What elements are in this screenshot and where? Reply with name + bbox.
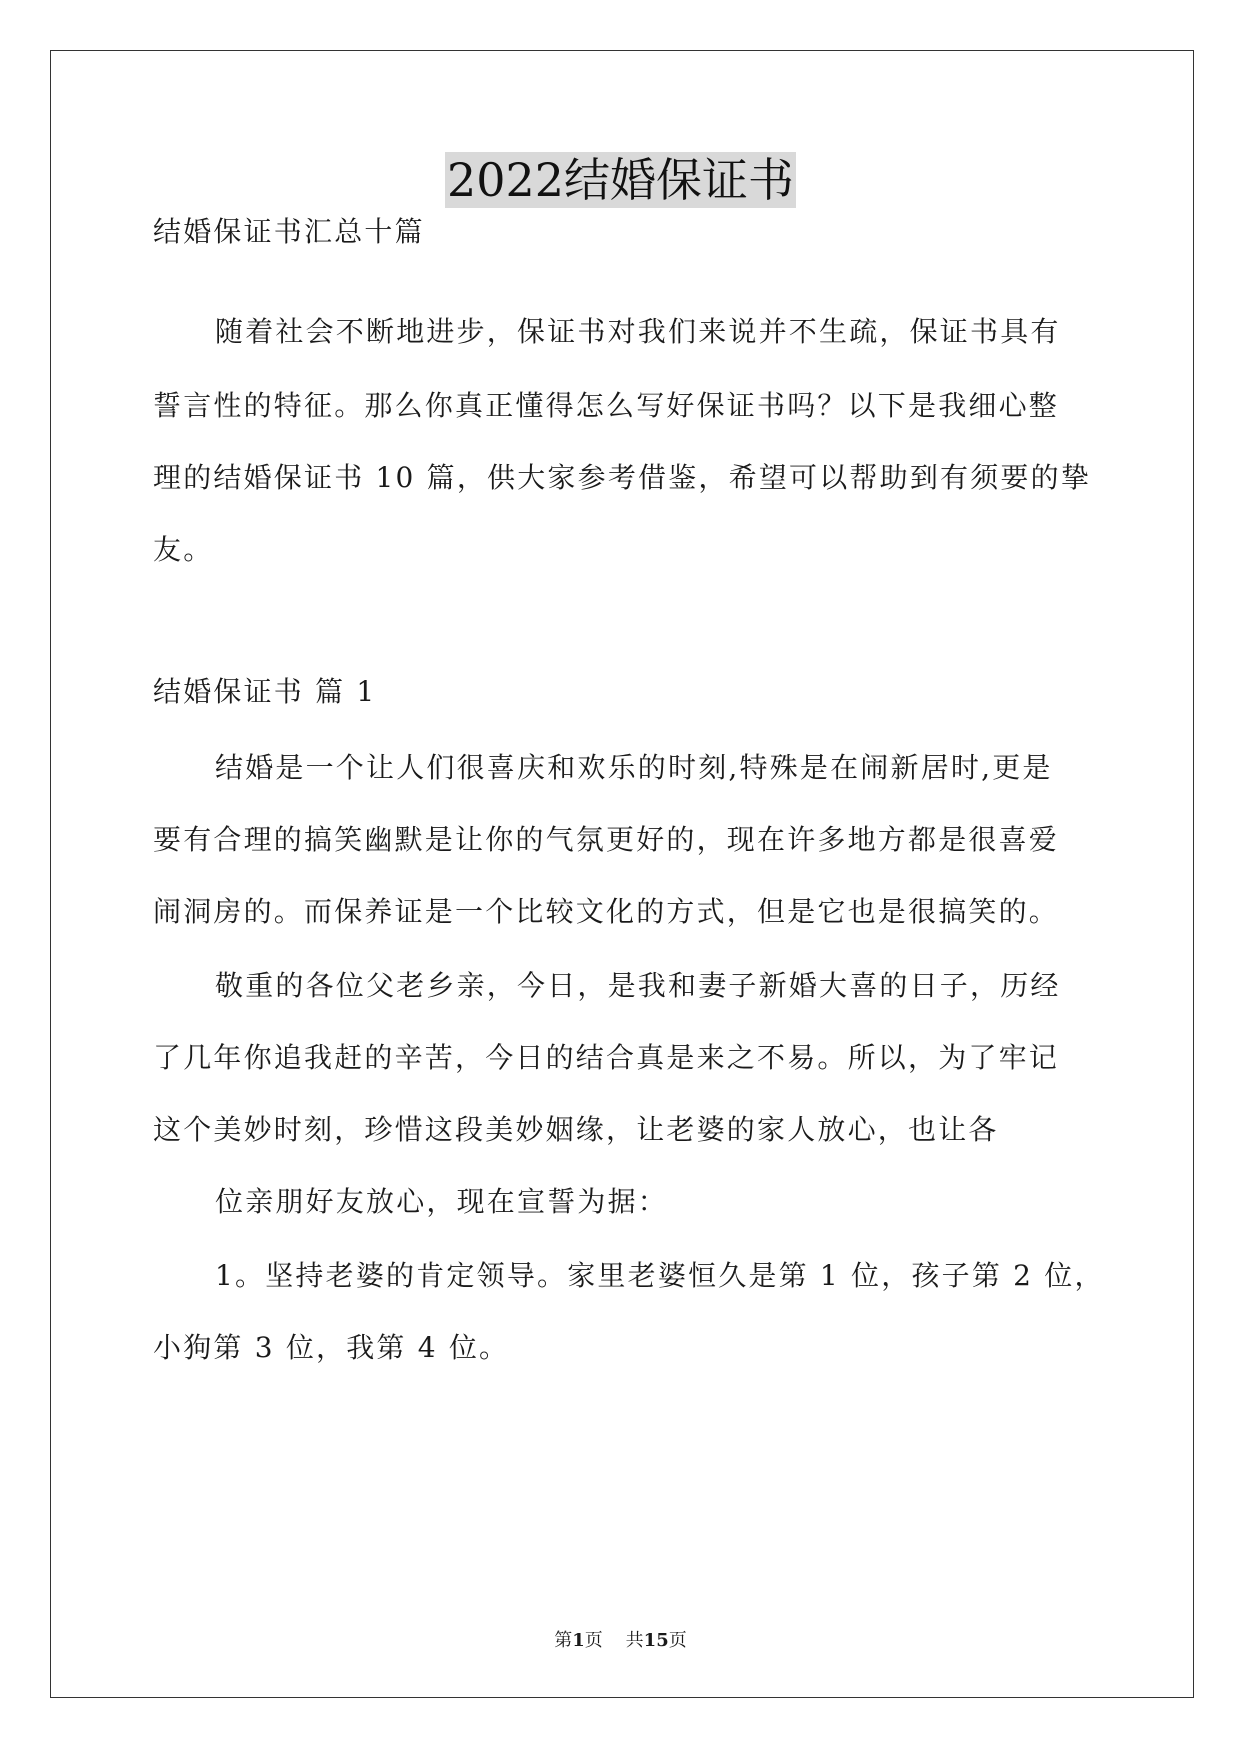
page-border <box>50 50 1194 1698</box>
body-line: 要有合理的搞笑幽默是让你的气氛更好的，现在许多地方都是很喜爱 <box>153 823 1060 856</box>
footer-suffix: 页 <box>668 1630 687 1651</box>
document-title: 2022结婚保证书 <box>446 153 795 207</box>
footer-total-pages: 15 <box>643 1630 669 1651</box>
body-line: 了几年你追我赶的辛苦，今日的结合真是来之不易。所以，为了牢记 <box>153 1041 1060 1074</box>
page-footer <box>0 1630 1241 1652</box>
intro-line: 誓言性的特征。那么你真正懂得怎么写好保证书吗？以下是我细心整 <box>153 389 1060 422</box>
body-line: 闹洞房的。而保养证是一个比较文化的方式，但是它也是很搞笑的。 <box>153 895 1060 928</box>
intro-line: 友。 <box>153 533 214 566</box>
document-subtitle: 结婚保证书汇总十篇 <box>153 215 425 248</box>
footer-prefix: 第 <box>554 1630 573 1651</box>
intro-line: 理的结婚保证书 10 篇，供大家参考借鉴，希望可以帮助到有须要的挚 <box>153 461 1092 494</box>
body-line: 位亲朋好友放心，现在宣誓为据： <box>215 1185 669 1218</box>
body-line: 小狗第 3 位，我第 4 位。 <box>153 1331 510 1364</box>
footer-mid: 页 共 <box>584 1630 644 1651</box>
section-heading: 结婚保证书 篇 1 <box>153 675 377 708</box>
body-line: 敬重的各位父老乡亲，今日，是我和妻子新婚大喜的日子，历经 <box>215 969 1061 1002</box>
intro-line: 随着社会不断地进步，保证书对我们来说并不生疏，保证书具有 <box>215 315 1061 348</box>
title-container <box>0 152 1241 208</box>
footer-page-number: 1 <box>572 1630 585 1651</box>
body-line: 结婚是一个让人们很喜庆和欢乐的时刻,特殊是在闹新居时,更是 <box>215 751 1053 784</box>
body-line: 1。坚持老婆的肯定领导。家里老婆恒久是第 1 位，孩子第 2 位， <box>215 1259 1105 1292</box>
body-line: 这个美妙时刻，珍惜这段美妙姻缘，让老婆的家人放心，也让各 <box>153 1113 999 1146</box>
